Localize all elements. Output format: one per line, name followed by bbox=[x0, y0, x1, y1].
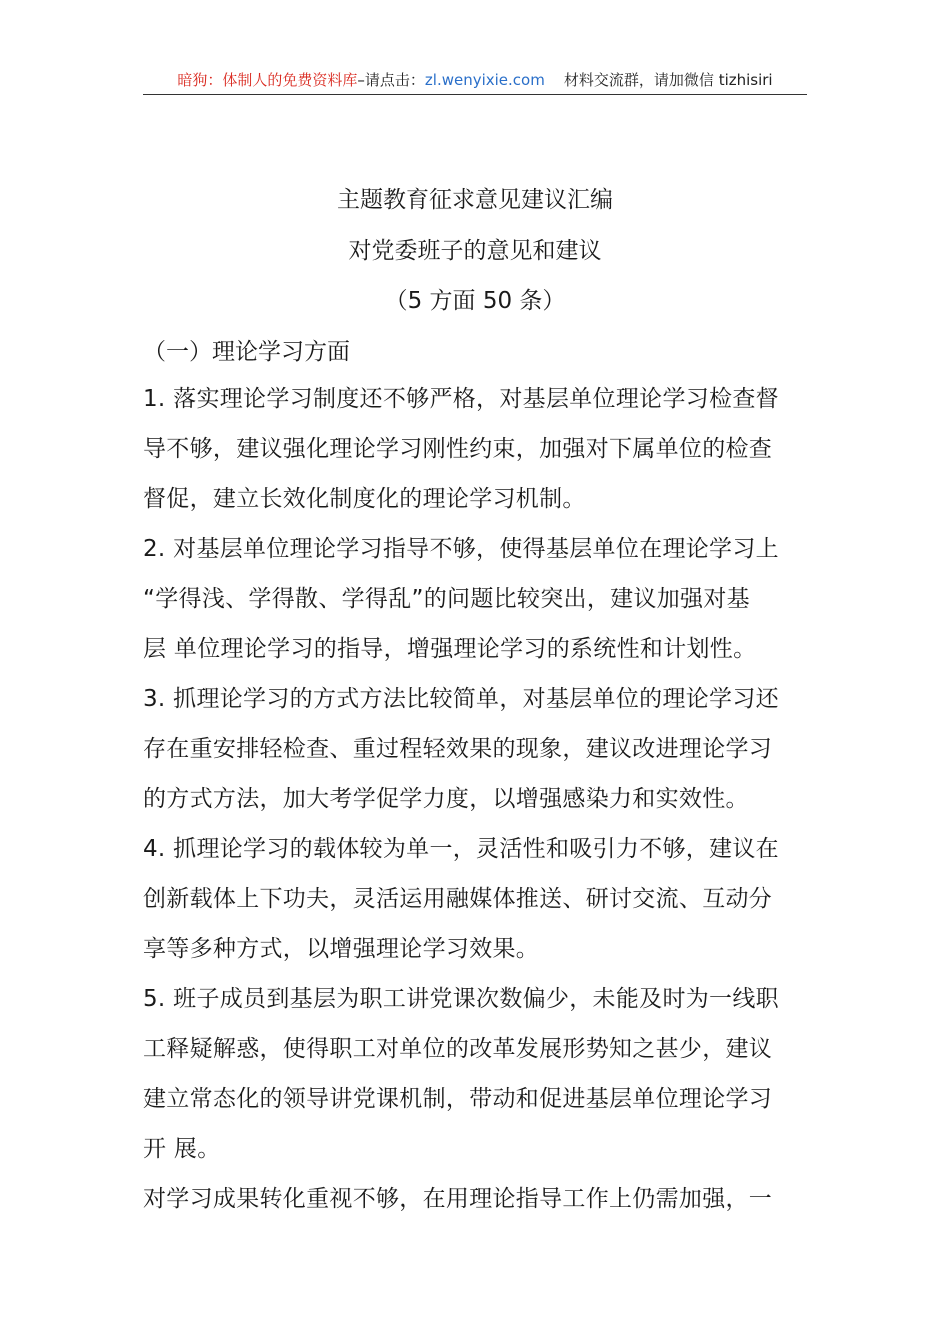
paragraph-line: “学得浅、学得散、学得乱”的问题比较突出，建议加强对基 bbox=[143, 586, 750, 612]
paragraph-line: 享等多种方式，以增强理论学习效果。 bbox=[143, 936, 540, 962]
paragraph-line: 3. 抓理论学习的方式方法比较简单，对基层单位的理论学习还 bbox=[143, 686, 779, 712]
header-prompt: –请点击： bbox=[357, 71, 425, 89]
document-body bbox=[143, 374, 807, 1224]
paragraph-line: 导不够，建议强化理论学习刚性约束，加强对下属单位的检查 bbox=[143, 436, 773, 462]
paragraph-line: 对学习成果转化重视不够，在用理论指导工作上仍需加强，一 bbox=[143, 1186, 773, 1212]
doc-subtitle: 对党委班子的意见和建议 bbox=[348, 238, 602, 264]
paragraph-line: 开 展。 bbox=[143, 1136, 221, 1162]
section-heading: （一）理论学习方面 bbox=[143, 339, 350, 365]
page-header bbox=[0, 68, 950, 92]
paragraph-line: 创新载体上下功夫，灵活运用融媒体推送、研讨交流、互动分 bbox=[143, 886, 773, 912]
header-url-link[interactable]: zl.wenyixie.com bbox=[424, 71, 545, 89]
paragraph-line: 层 单位理论学习的指导，增强理论学习的系统性和计划性。 bbox=[143, 636, 757, 662]
header-divider bbox=[143, 94, 807, 95]
paragraph-line: 2. 对基层单位理论学习指导不够，使得基层单位在理论学习上 bbox=[143, 536, 779, 562]
paragraph-line: 5. 班子成员到基层为职工讲党课次数偏少，未能及时为一线职 bbox=[143, 986, 779, 1012]
paragraph-line: 工释疑解惑，使得职工对单位的改革发展形势知之甚少，建议 bbox=[143, 1036, 773, 1062]
doc-title: 主题教育征求意见建议汇编 bbox=[337, 187, 613, 213]
header-wechat: 材料交流群，请加微信 tizhisiri bbox=[563, 71, 773, 89]
paragraph-line: 存在重安排轻检查、重过程轻效果的现象，建议改进理论学习 bbox=[143, 736, 773, 762]
paragraph-line: 督促，建立长效化制度化的理论学习机制。 bbox=[143, 486, 586, 512]
paragraph-line: 的方式方法，加大考学促学力度，以增强感染力和实效性。 bbox=[143, 786, 749, 812]
header-brand: 暗狗：体制人的免费资料库 bbox=[177, 71, 358, 89]
paragraph-line: 建立常态化的领导讲党课机制，带动和促进基层单位理论学习 bbox=[143, 1086, 773, 1112]
paragraph-line: 1. 落实理论学习制度还不够严格，对基层单位理论学习检查督 bbox=[143, 386, 779, 412]
paragraph-line: 4. 抓理论学习的载体较为单一，灵活性和吸引力不够，建议在 bbox=[143, 836, 779, 862]
doc-count: （5 方面 50 条） bbox=[384, 288, 566, 314]
